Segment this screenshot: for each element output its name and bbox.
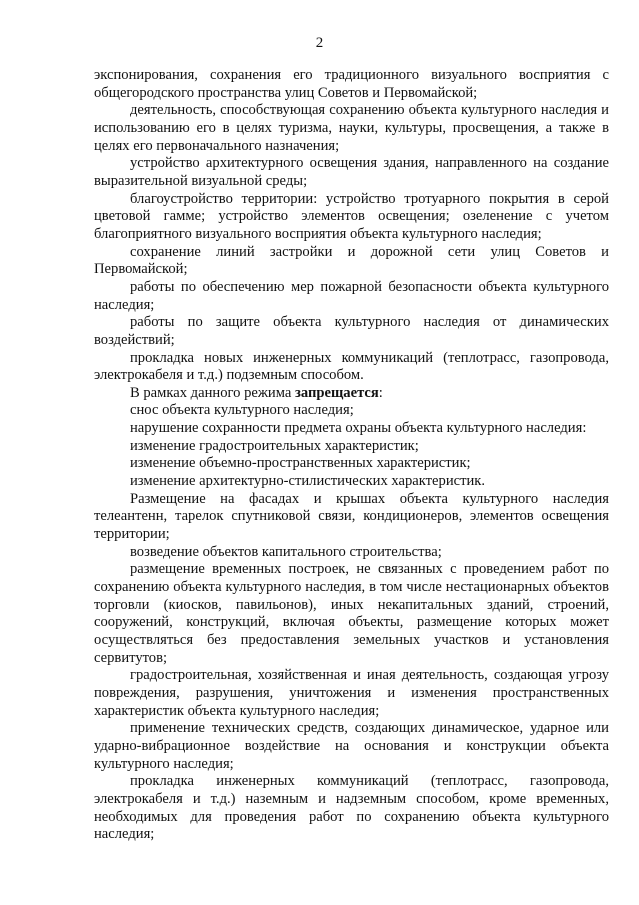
prohibition-item: размещение временных построек, не связанных с проведением работ по сохранению объекта культурного наследия, в том числе нестационарных объектов торговли (киосков, павильонов), иных некапитальных зданий, строений, сооружений, конструкций, включая объекты, размещение которых может осуществляться без предоставления земельных участков и установления сервитутов; [94,561,609,666]
paragraph-fire-safety: работы по обеспечению мер пожарной безопасности объекта культурного наследия; [94,278,609,313]
prohibition-item: нарушение сохранности предмета охраны объекта культурного наследия: [130,420,587,437]
prohibition-item: применение технических средств, создающих динамическое, ударное или ударно-вибрационное воздействие на основания и конструкции объекта культурного наследия; [94,720,609,772]
prohibition-item: снос объекта культурного наследия; [130,402,354,419]
prohibition-item: изменение объемно-пространственных характеристик; [130,455,471,472]
page-number: 2 [315,35,324,51]
prohibition-prefix: В рамках данного режима [130,384,295,401]
prohibition-heading [94,385,609,403]
document-body [94,67,609,844]
prohibition-item: возведение объектов капитального строительства; [130,543,442,560]
paragraph-continuation: экспонирования, сохранения его традиционного визуального восприятия с общегородского пространства улиц Советов и Первомайской; [94,67,609,101]
paragraph-utilities-underground: прокладка новых инженерных коммуникаций (теплотрасс, газопровода, электрокабеля и т.д.) подземным способом. [94,349,609,384]
paragraph-dynamic-protection: работы по защите объекта культурного наследия от динамических воздействий; [94,314,609,348]
prohibition-item: прокладка инженерных коммуникаций (теплотрасс, газопровода, электрокабеля и т.д.) наземным и надземным способом, кроме временных, необходимых для проведения работ по сохранению объекта культурного наследия; [94,773,609,843]
prohibition-emphasis: запрещается [295,384,379,401]
paragraph-building-lines: сохранение линий застройки и дорожной сети улиц Советов и Первомайской; [94,243,609,278]
paragraph-landscaping: благоустройство территории: устройство тротуарного покрытия в серой цветовой гамме; устройство элементов освещения; озеленение с учетом благоприятного визуального восприятия объекта культурного наследия; [94,190,609,242]
paragraph-activity: деятельность, способствующая сохранению объекта культурного наследия и использованию его в целях туризма, науки, культуры, просвещения, а также в целях его первоначального назначения; [94,102,609,154]
prohibition-item: градостроительная, хозяйственная и иная деятельность, создающая угрозу повреждения, разрушения, уничтожения и изменения пространственных характеристик объекта культурного наследия; [94,667,609,719]
paragraph-lighting: устройство архитектурного освещения здания, направленного на создание выразительной визуальной среды; [94,155,609,189]
prohibition-item: изменение архитектурно-стилистических характеристик. [130,473,486,490]
prohibition-suffix: : [378,384,383,401]
prohibition-item: Размещение на фасадах и крышах объекта культурного наследия телеантенн, тарелок спутниковой связи, кондиционеров, элементов освещения территории; [94,490,609,543]
prohibition-item: изменение градостроительных характеристик; [130,437,419,454]
